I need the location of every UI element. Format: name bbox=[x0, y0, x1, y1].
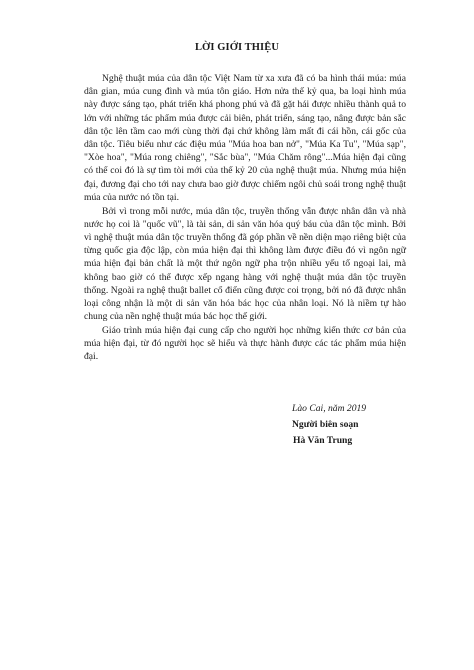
paragraph-1: Nghệ thuật múa của dân tộc Việt Nam từ xa xưa đã có ba hình thái múa: múa dân gian, múa cung đình và múa tôn giáo. Hơn nửa thế kỷ qua, ba loại hình múa này được sáng tạo, phát triển khá phong phú và đã gặt hái được nhiều thành quả to lớn với những tác phẩm múa được cải biên, phát triển, sáng tạo, nâng được bản sắc dân tộc lên tầm cao mới cùng thời đại chứ không làm mất đi cái hồn, cái gốc của dân tộc. Tiêu biểu như các điệu múa "Múa hoa ban nở", "Múa Ka Tu", "Múa sạp", "Xòe hoa", "Múa rong chiêng", "Sắc bùa", "Múa Chăm rông"...Múa hiện đại cũng có thể coi đó là sự tìm tòi mới của thế kỷ 20 của nghệ thuật múa. Nhưng múa hiện đại, đương đại cho tới nay chưa bao giờ được chiếm ngôi chủ soái trong nghệ thuật múa của nước nó tồn tại. bbox=[84, 73, 406, 203]
paragraph-2: Bởi vì trong mỗi nước, múa dân tộc, truyền thống vẫn được nhân dân và nhà nước họ coi là "quốc vũ", là tài sản, di sản văn hóa quý báu của dân tộc mình. Bởi vì nghệ thuật múa dân tộc truyền thống đã góp phần về nền diện mạo riêng biệt của từng quốc gia độc lập, còn múa hiện đại thì không làm được điều đó vì ngôn ngữ múa hiện đại bản chất là một thứ ngôn ngữ pha trộn nhiều yếu tố ngoại lai, mà không bao giờ có thể được xếp ngang hàng với nghệ thuật múa dân tộc truyền thống. Ngoài ra nghệ thuật ballet cổ điển cũng được coi trọng, bởi nó đã được nhân loại công nhận là một di sản văn hóa bác học của nhân loại. Nó là niềm tự hào chung của nền nghệ thuật múa bác học thế giới. bbox=[84, 205, 406, 323]
place-date: Lào Cai, năm 2019 bbox=[292, 403, 367, 414]
author-name: Hà Văn Trung bbox=[293, 435, 353, 446]
author-role: Người biên soạn bbox=[292, 419, 359, 430]
paragraph-3: Giáo trình múa hiện đại cung cấp cho người học những kiến thức cơ bản của múa hiện đại, từ đó người học sẽ hiểu và thực hành được các tác phẩm múa hiện đại. bbox=[84, 324, 406, 363]
signature-block bbox=[292, 401, 422, 449]
document-body bbox=[84, 72, 406, 364]
page-title: LỜI GIỚI THIỆU bbox=[194, 42, 280, 53]
